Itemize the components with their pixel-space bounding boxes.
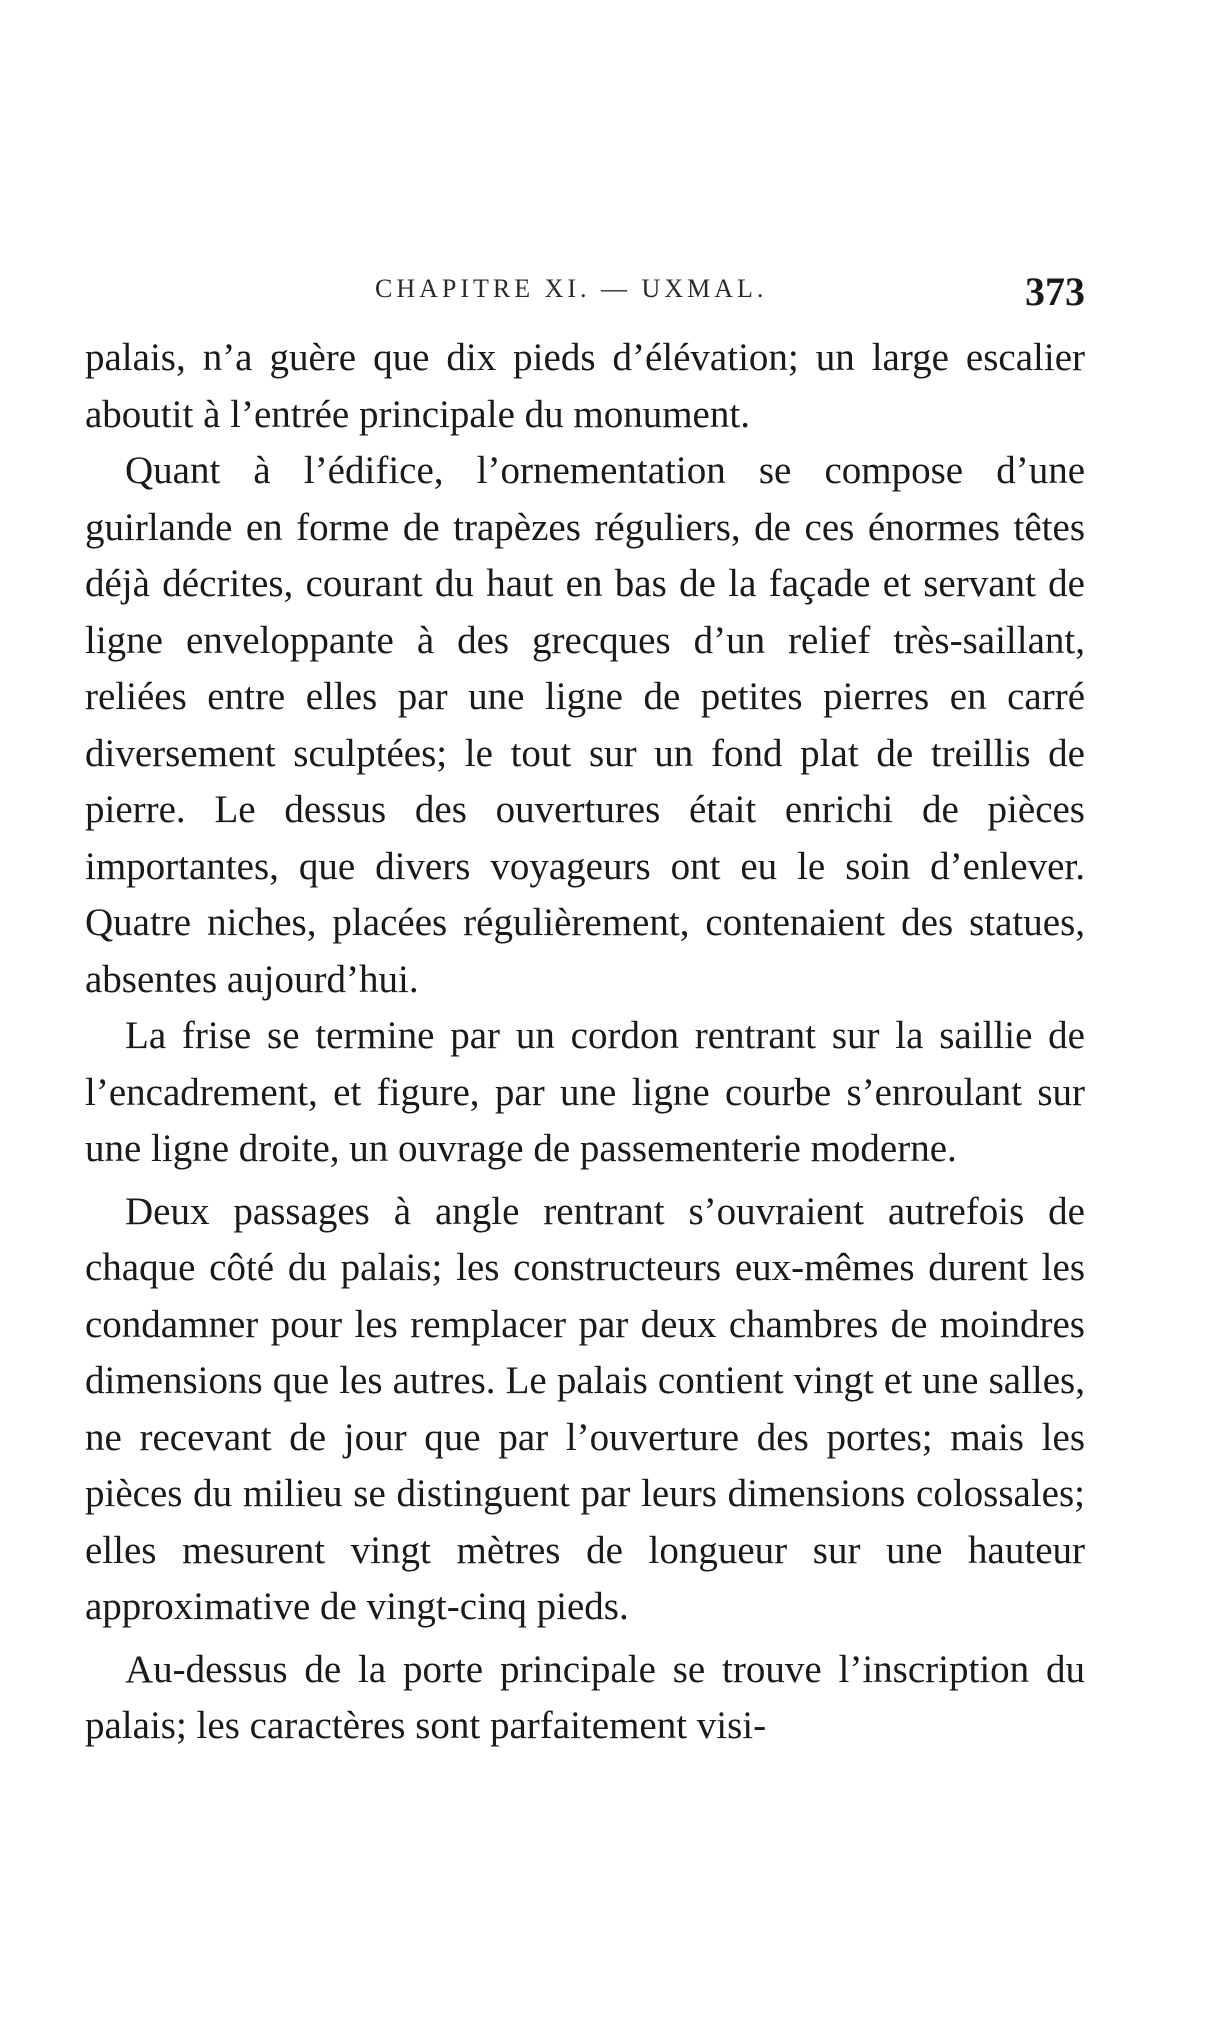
- running-head: [85, 268, 1085, 318]
- body-text: [85, 330, 1085, 1755]
- paragraph-frieze: La frise se termine par un cordon rentrant sur la saillie de l’encadrement, et figure, par une ligne courbe s’enroulant sur une ligne droite, un ouvrage de passementerie moderne.: [85, 1014, 1085, 1170]
- paragraph-inscription: Au-dessus de la porte principale se trouve l’inscription du palais; les caractères sont parfaitement visi-: [85, 1647, 1085, 1747]
- page-number: 373: [1025, 269, 1085, 314]
- paragraph-continuation: palais, n’a guère que dix pieds d’élévation; un large escalier aboutit à l’entrée principale du monument.: [85, 336, 1085, 436]
- paragraph-ornamentation: Quant à l’édifice, l’ornementation se compose d’une guirlande en forme de trapèzes réguliers, de ces énormes têtes déjà décrites, courant du haut en bas de la façade et servant de ligne enveloppante à des grecques d’un relief très-saillant, reliées entre elles par une ligne de petites pierres en carré diversement sculptées; le tout sur un fond plat de treillis de pierre. Le dessus des ouvertures était enrichi de pièces importantes, que divers voyageurs ont eu le soin d’enlever. Quatre niches, placées régulièrement, contenaient des statues, absentes aujourd’hui.: [85, 449, 1085, 1001]
- paragraph-passages: Deux passages à angle rentrant s’ouvraient autrefois de chaque côté du palais; les constructeurs eux-mêmes durent les condamner pour les remplacer par deux chambres de moindres dimensions que les autres. Le palais contient vingt et une salles, ne recevant de jour que par l’ouverture des portes; mais les pièces du milieu se distinguent par leurs dimensions colossales; elles mesurent vingt mètres de longueur sur une hauteur approximative de vingt-cinq pieds.: [85, 1189, 1085, 1628]
- running-title: CHAPITRE XI. — UXMAL.: [375, 274, 768, 303]
